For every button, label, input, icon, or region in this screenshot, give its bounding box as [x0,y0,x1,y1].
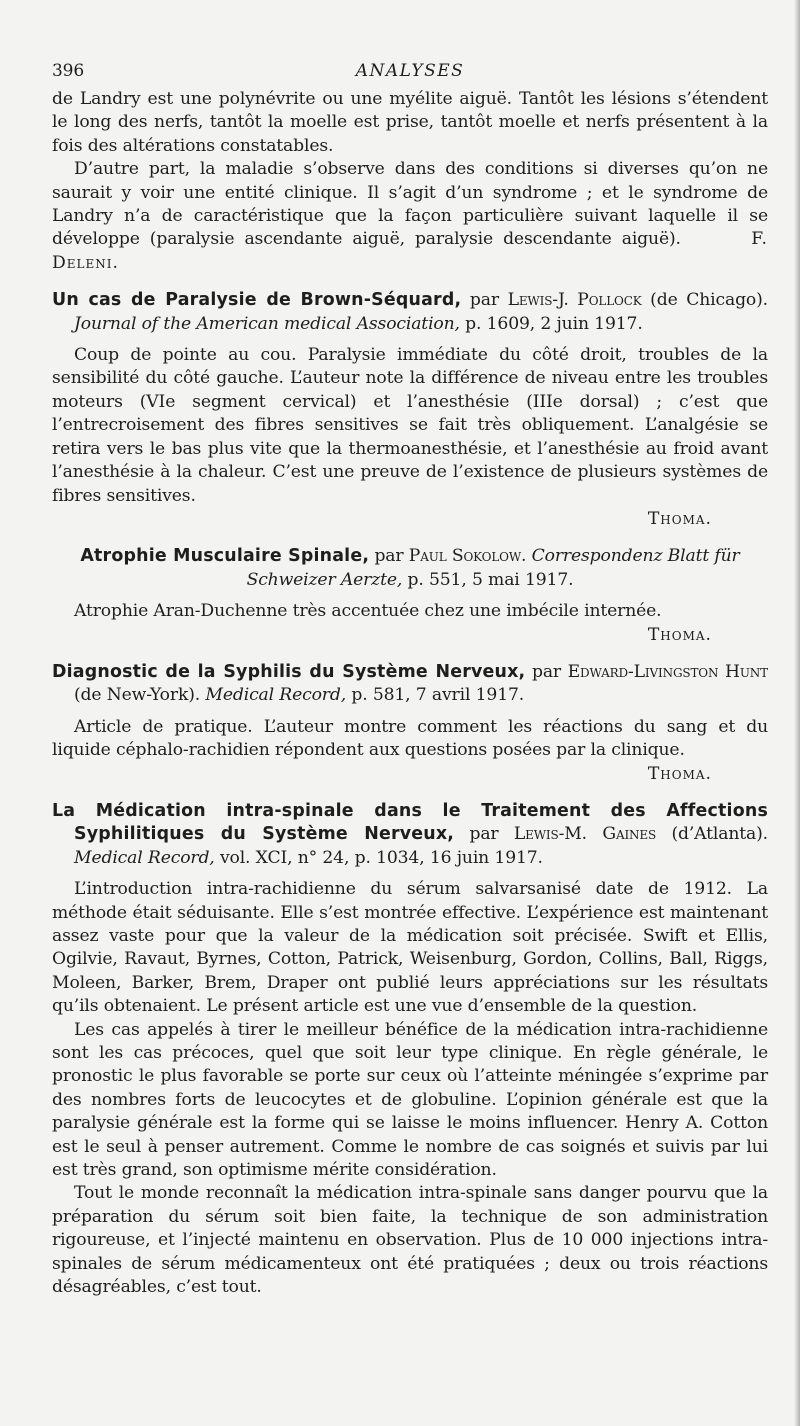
article-signature: Thoma. [647,624,712,645]
article-title: La Médication intra-spinale dans le Traitement des Affections Syphilitiques du Système Nerveux, [52,800,768,845]
intro-paragraph-1: de Landry est une polynévrite ou une myélite aiguë. Tantôt les lésions s’étendent le long des nerfs, tantôt la moelle est prise, tantôt moelle et nerfs présentent à la fois des altérations constatables. [52,89,768,156]
par-text: par [525,661,568,682]
intro-paragraph-2 [52,158,768,275]
article-journal: Medical Record, [74,847,215,868]
article-body: Article de pratique. L’auteur montre comment les réactions du sang et du liquide céphalo-rachidien répondent aux questions posées par la clinique. [52,716,768,761]
intro-signature: F. Deleni. [52,229,768,273]
scan-edge-shadow [794,0,800,1426]
article-place: . [521,546,532,567]
article-place: (de Chicago). [641,290,768,311]
article-syphilis-diagnostic [52,661,768,786]
article-author: Lewis-M. Gaines [513,824,657,845]
intro-paragraph-2-text: D’autre part, la maladie s’observe dans des conditions si diverses qu’on ne saurait y voir une entité clinique. Il s’agit d’un syndrome ; et le syndrome de Landry n’a de caractéristique que la façon particulière suivant laquelle il se développe (paralysie ascendante aiguë, paralysie descendante aiguë). [52,159,768,250]
article-body: Atrophie Aran-Duchenne très accentuée chez une imbécile internée. [74,601,662,622]
article-journal: Medical Record, [205,685,347,706]
article-author: Edward-Livingston Hunt [567,661,768,682]
article-journal: Correspondenz Blatt für Schweizer Aerzte, [246,546,740,590]
article-heading [52,800,768,870]
article-medication-intra-spinale [52,800,768,1300]
page [52,56,768,1300]
article-title: Diagnostic de la Syphilis du Système Nerveux, [52,661,526,682]
article-place: (de New-York). [74,685,206,706]
article-author: Paul Sokolow [408,546,522,567]
article-author: Lewis-J. Pollock [507,290,642,311]
article-body-paragraph-2: Les cas appelés à tirer le meilleur bénéfice de la médication intra-rachidienne sont les cas précoces, quel que soit leur type clinique. En règle générale, le pronostic le plus favorable se porte sur ceux où l’atteinte méningée s’exprime par des nombres forts de leucocytes et de globuline. L’opinion générale est que la paralysie générale est la forme qui se laisse le moins influencer. Henry A. Cotton est le seul à penser autrement. Comme le nombre de cas soignés et suivis par lui est très grand, son optimisme mérite considération. [52,1019,768,1181]
article-brown-sequard [52,289,768,531]
running-title: ANALYSES [355,61,465,81]
article-signature: Thoma. [647,763,712,784]
article-atrophie [52,545,768,647]
article-heading [52,661,768,708]
article-journal: Journal of the American medical Association, [74,313,460,334]
article-heading [52,289,768,336]
article-body-paragraph-3: Tout le monde reconnaît la médication intra-spinale sans danger pourvu que la préparation du sérum soit bien faite, la technique de son administration rigoureuse, et l’injecté maintenu en observation. Plus de 10 000 injections intra-spinales de sérum médicamenteux ont été pratiquées ; deux ou trois réactions désagréables, c’est tout. [52,1183,768,1298]
article-reference: p. 551, 5 mai 1917. [402,569,574,590]
article-signature: Thoma. [647,508,712,529]
article-reference: p. 1609, 2 juin 1917. [459,313,643,334]
article-body: Coup de pointe au cou. Paralysie immédiate du côté droit, troubles de la sensibilité du côté gauche. L’auteur note la différence de niveau entre les troubles moteurs (VIe segment cervical) et l’anesthésie (IIIe dorsal) ; c’est que l’entrecroisement des fibres sensitives se fait très obliquement. L’analgésie se retira vers le bas plus vite que la thermoanesthésie, et l’anesthésie au froid avant l’anesthésie à la chaleur. C’est une preuve de l’existence de plusieurs systèmes de fibres sensitives. [52,345,768,506]
par-text: par [454,824,514,845]
page-number: 396 [52,61,84,81]
article-body-paragraph-1: L’introduction intra-rachidienne du sérum salvarsanisé date de 1912. La méthode était séduisante. Elle s’est montrée effective. L’expérience est maintenant assez vaste pour que la valeur de la médication soit précisée. Swift et Ellis, Ogilvie, Ravaut, Byrnes, Cotton, Patrick, Weisenburg, Gordon, Collins, Ball, Riggs, Moleen, Barker, Brem, Draper ont publié leurs appréciations sur les résultats qu’ils obtenaient. Le présent article est une vue d’ensemble de la question. [52,879,768,1017]
page-header [52,56,768,82]
par-text: par [461,290,508,311]
article-title: Atrophie Musculaire Spinale, [80,546,370,567]
article-reference: vol. XCI, n° 24, p. 1034, 16 juin 1917. [214,847,543,868]
article-heading [52,545,768,592]
article-place: (d’Atlanta). [656,824,768,845]
article-reference: p. 581, 7 avril 1917. [346,685,525,706]
par-text: par [369,546,409,567]
article-title: Un cas de Paralysie de Brown-Séquard, [52,290,462,311]
